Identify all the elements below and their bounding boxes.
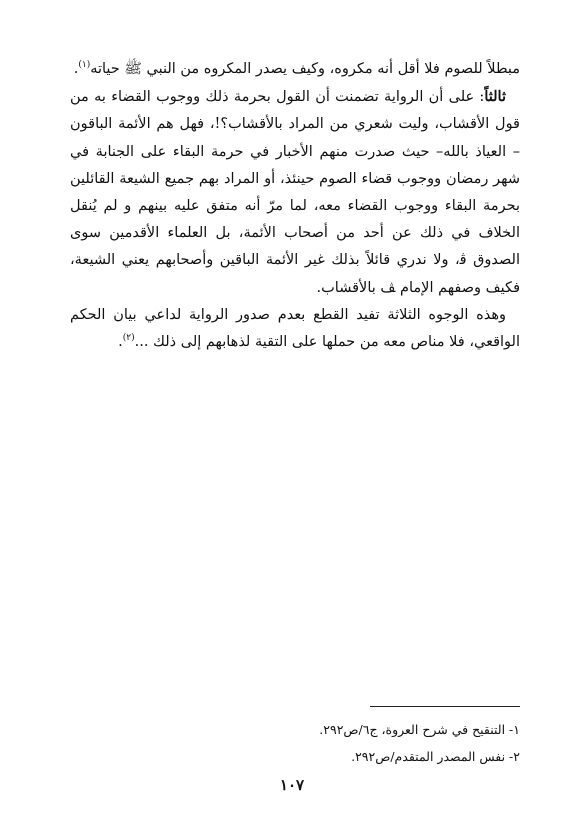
footnote-ref-1: (١) — [78, 60, 91, 71]
paragraph-1-end: . — [73, 61, 79, 77]
main-text-body — [70, 56, 520, 356]
paragraph-1-text: مبطلاً للصوم فلا أقل أنه مكروه، وكيف يصدر المكروه من النبي ﷺ حياته — [90, 61, 520, 77]
paragraph-2-text: : على أن الرواية تضمنت أن القول بحرمة ذلك ووجوب القضاء به من قول الأقشاب، وليت شعري من المراد بالأقشاب؟!، فهل هم الأئمة الباقون – العياذ بالله– حيث صدرت منهم الأخبار في حرمة البقاء على الجنابة في شهر رمضان ووجوب قضاء الصوم حينئذ، أو المراد بهم جميع الشيعة القائلين بحرمة البقاء ووجوب القضاء معه، لما مرّ أنه متفق عليه بينهم و لم يُنقل الخلاف في ذلك عن أحد من أصحاب الأئمة، بل العلماء الأقدمين سوى الصدوق ﭬ، ولا ندري قائلاً بذلك غير الأئمة الباقين وأصحابهم يعني الشيعة، فكيف وصفهم الإمام ﭫ بالأقشاب. — [70, 89, 520, 296]
footnote-1: ١- التنقيح في شرح العروة، ج٦/ص٢٩٢. — [319, 722, 520, 737]
paragraph-3-end: . — [118, 334, 123, 351]
footnotes — [120, 716, 520, 770]
paragraph-2 — [70, 83, 520, 302]
paragraph-3 — [70, 302, 520, 356]
footnote-2: ٢- نفس المصدر المتقدم/ص٢٩٢. — [351, 749, 520, 764]
footnote-ref-2: (٢) — [122, 333, 135, 344]
paragraph-3-text: وهذه الوجوه الثلاثة تفيد القطع بعدم صدور الرواية لداعي بيان الحكم الواقعي، فلا مناص معه من حملها على التقية لذهابهم إلى ذلك ... — [70, 306, 520, 351]
page-number: ١٠٧ — [279, 776, 305, 794]
footnote-divider — [370, 706, 520, 707]
paragraph-2-lead: ثالثاً — [484, 88, 506, 106]
paragraph-1 — [70, 56, 520, 83]
